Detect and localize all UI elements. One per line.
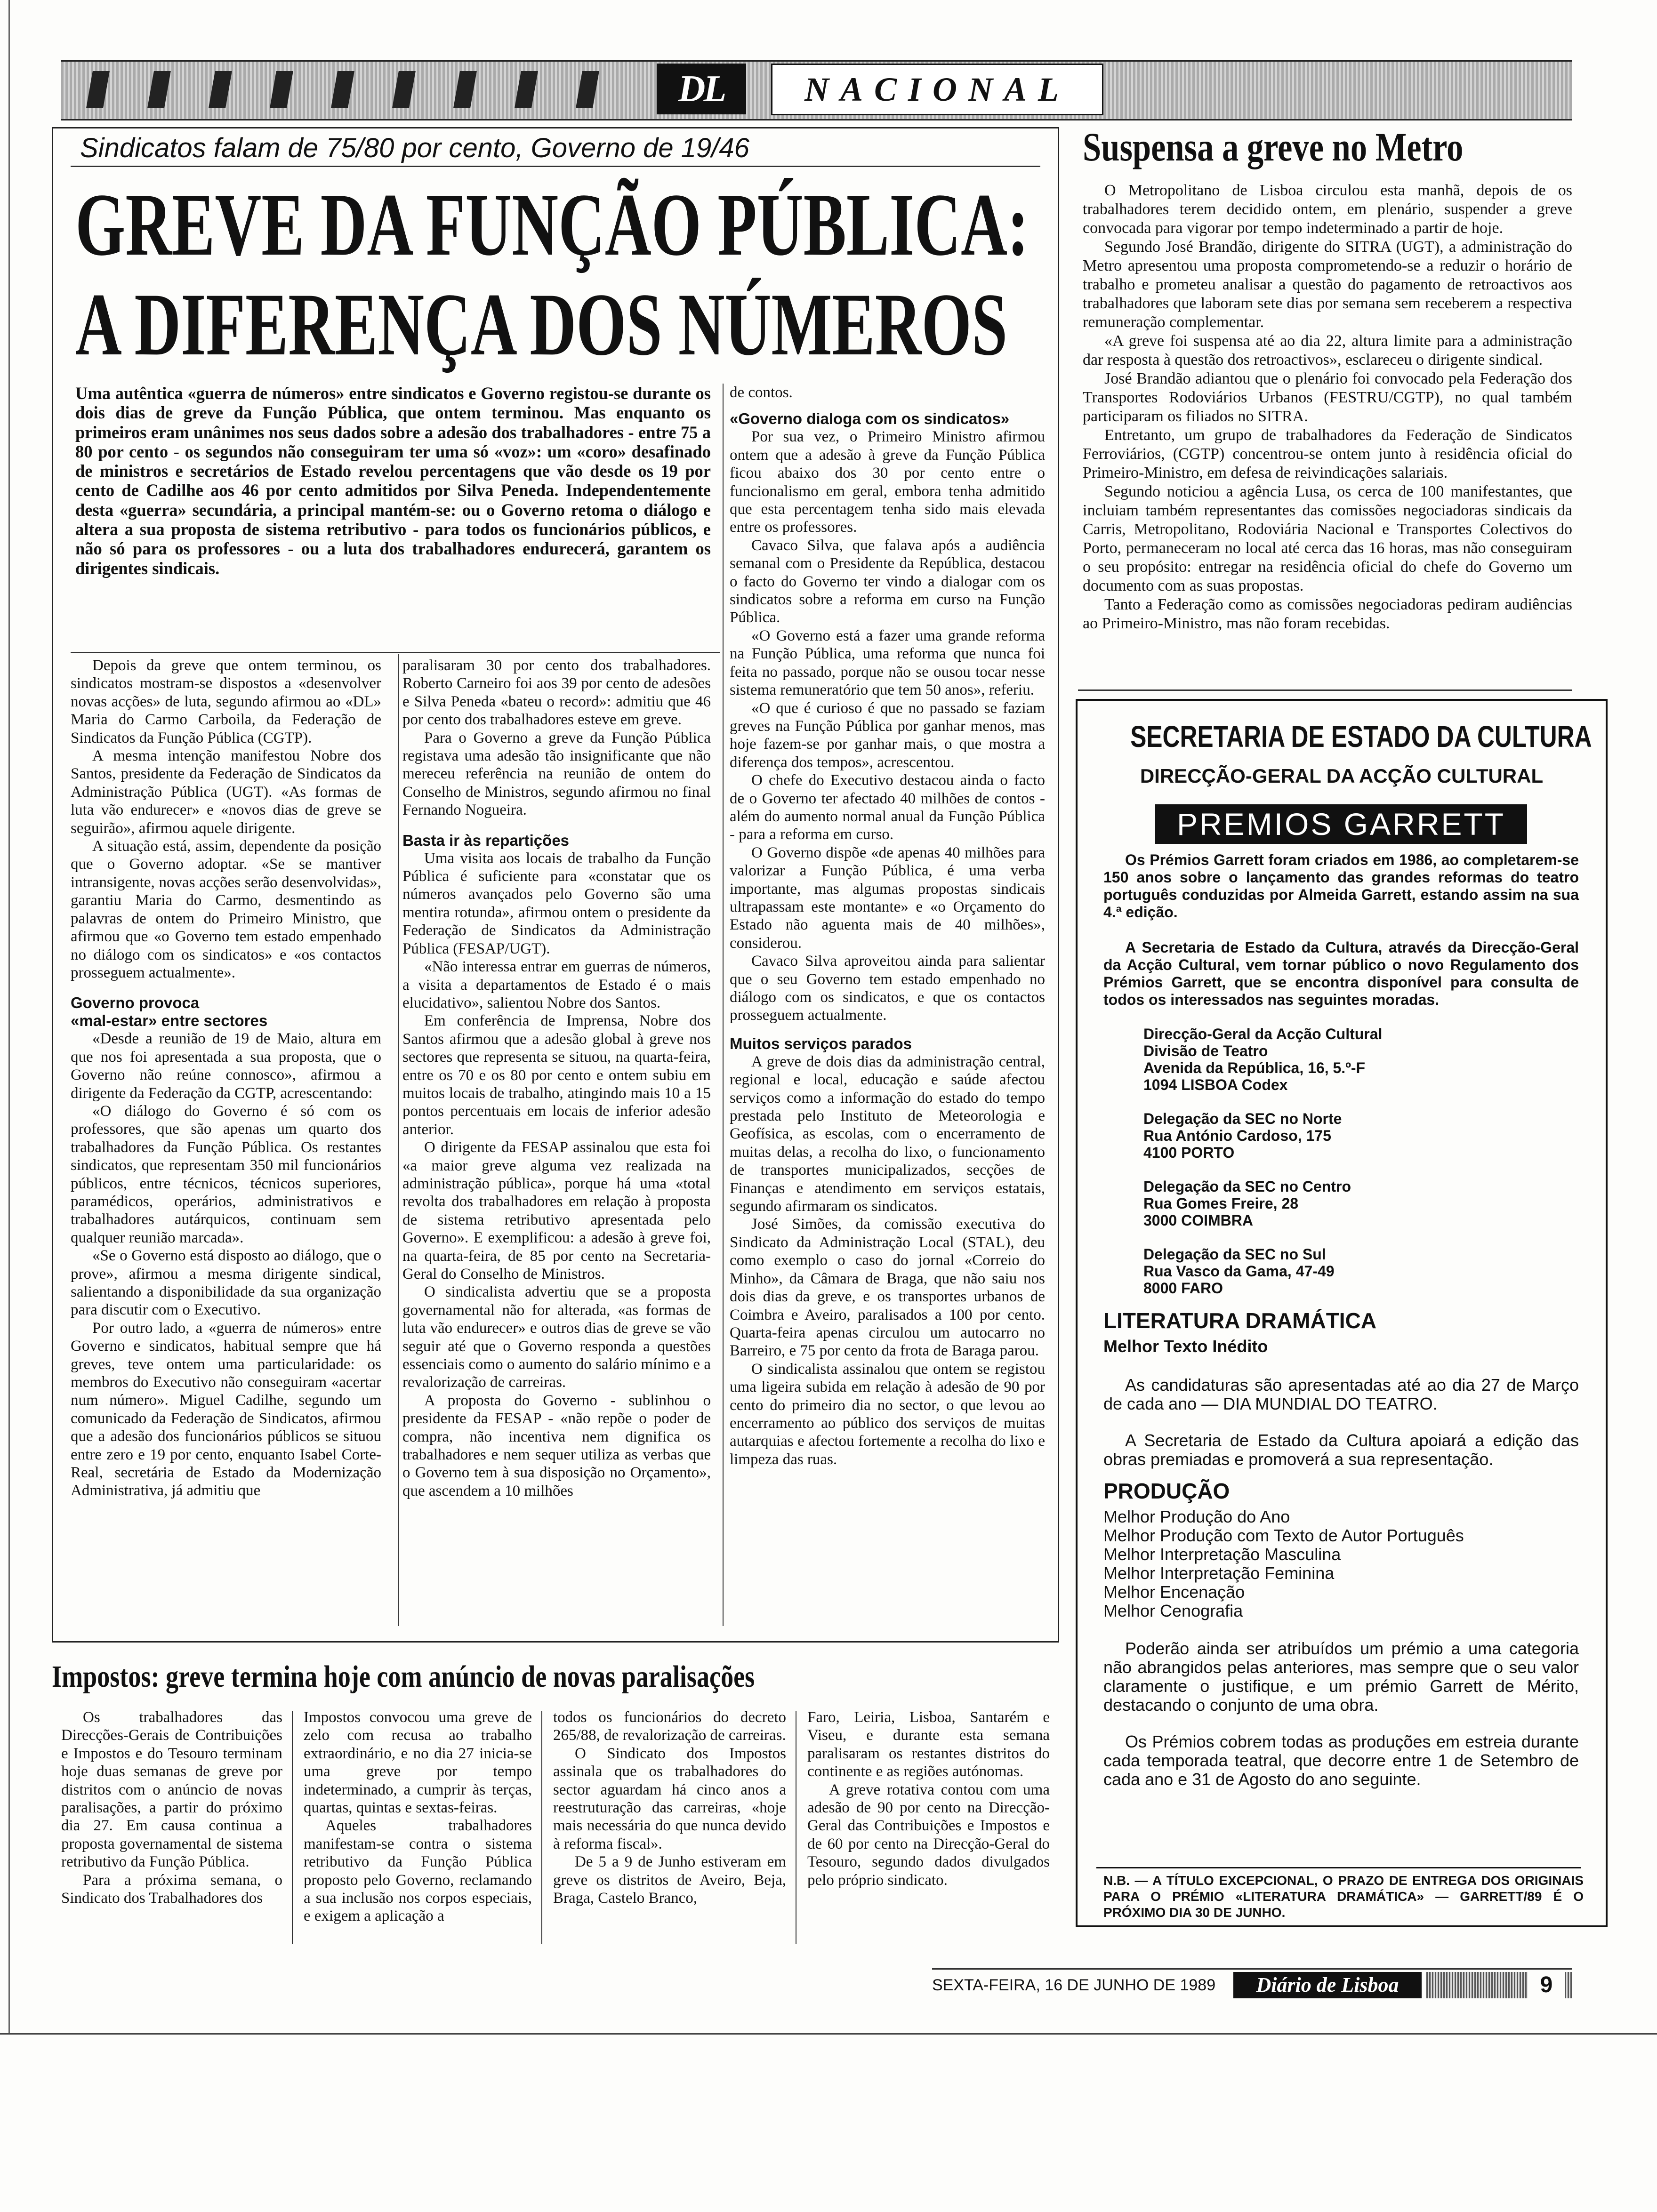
scan-edge-line [8,0,10,2033]
address-line: 4100 PORTO [1143,1144,1235,1161]
header-stripe [86,71,110,108]
paragraph: «O Governo está a fazer uma grande reforma na Função Pública, uma reforma que nunca foi feita no passado, porque não se ousou tocar nesse sistema remuneratório que tem 50 anos», referiu. [730,627,1045,699]
paragraph: «Se o Governo está disposto ao diálogo, que o prove», afirmou a mesma dirigente sindical, salientando a disponibilidade da sua organização para discutir com o Executivo. [71,1247,381,1319]
paragraph: A Secretaria de Estado da Cultura apoiará a edição das obras premiadas e promoverá a sua representação. [1103,1431,1579,1469]
ad-prod-list [1103,1507,1579,1620]
paragraph: A greve de dois dias da administração central, regional e local, educação e saúde afectou serviços como a informação do estado do tempo prestada pelo Instituto de Meteorologia e Geofísica, as escolas, com o encerramento de muitas delas, a recolha do lixo, o funcionamento de transportes municipalizados, secções de Finanças e atendimento em serviços estatais, segundo afirmaram os sindicatos. [730,1053,1045,1215]
scan-edge-line [0,2033,1657,2035]
paragraph: Depois da greve que ontem terminou, os sindicatos mostram-se dispostos a «desenvolver novas acções» de luta, segundo afirmou ao «DL» Maria do Carmo Carboila, da Federação de Sindicatos da Função Pública (CGTP). [71,657,381,746]
header-stripe [209,71,232,108]
address-faro [1143,1246,1579,1297]
ad-lit-sub: Melhor Texto Inédito [1103,1337,1268,1356]
paragraph: «O que é curioso é que no passado se faziam greves na Função Pública por ganhar menos, mas hoje fazem-se por ganhar mais, o que mostra a diferença dos tempos», acrescentou. [730,699,1045,771]
paragraph: Segundo noticiou a agência Lusa, os cerca de 100 manifestantes, que incluiam também representantes das comissões negociadoras sindicais da Carris, Metropolitano, Rodoviária Nacional e Transportes Colectivos do Porto, permaneceram no local até cerca das 16 horas, mas não conseguiram o seu propósito: entregar na residência oficial do chefe do Governo um documento com as suas propostas. [1083,483,1572,594]
header-stripe [576,71,599,108]
paragraph: A Secretaria de Estado da Cultura, através da Direcção-Geral da Acção Cultural, vem tornar público o novo Regulamento dos Prémios Garrett, que se encontra disponível para consulta de todos os interessados nas seguintes moradas. [1103,939,1579,1008]
paragraph: Faro, Leiria, Lisboa, Santarém e Viseu, e durante esta semana paralisaram os restantes distritos do continente e as regiões autónomas. [807,1709,1050,1780]
ad-banner: PREMIOS GARRETT [1155,804,1527,844]
address-porto [1143,1110,1579,1161]
address-line: Rua António Cardoso, 175 [1143,1127,1331,1144]
metro-rule [1078,689,1572,691]
ad-subtitle: DIRECÇÃO-GERAL DA ACÇÃO CULTURAL [1140,765,1544,787]
column-rule [398,654,399,1626]
address-line: Delegação da SEC no Sul [1143,1246,1326,1263]
impostos-col4 [807,1708,1050,1953]
header-stripe [392,71,416,108]
main-headline-line1: GREVE DA FUNÇÃO PÚBLICA: [75,176,1029,274]
paragraph: Por sua vez, o Primeiro Ministro afirmou ontem que a adesão à greve da Função Pública ficou abaixo dos 30 por cento entre o funcionalismo em geral, embora tenha admitido que esta percentagem tenha sido mais elevada entre os professores. [730,428,1045,536]
paragraph: Para o Governo a greve da Função Pública registava uma adesão tão insignificante que não mereceu referência na reunião de ontem do Conselho de Ministros, segundo afirmou no final Fernando Nogueira. [402,729,711,819]
list-item: Melhor Cenografia [1103,1601,1243,1620]
paragraph: Por outro lado, a «guerra de números» entre Governo e sindicatos, habitual sempre que há greves, teve ontem uma particularidade: os membros do Executivo não conseguiram «acertar num número». Miguel Cadilhe, segundo um comunicado da Federação de Sindicatos, afirmou que a adesão dos funcionários públicos se situou entre zero e 19 por cento, enquanto Isabel Corte-Real, secretária de Estado da Modernização Administrativa, já admitiu que [71,1319,381,1499]
column-rule [292,1711,293,1944]
section-title: NACIONAL [771,64,1103,115]
paragraph: paralisaram 30 por cento dos trabalhadores. Roberto Carneiro foi aos 39 por cento de adesões e Silva Peneda «bateu o record»: admitiu que 46 por cento dos trabalhadores esteve em greve. [402,657,711,729]
address-line: Delegação da SEC no Centro [1143,1178,1351,1195]
paragraph: Entretanto, um grupo de trabalhadores da Federação de Sindicatos Ferroviários, (CGTP) concentrou-se ontem junto à residência oficial do Primeiro-Ministro, em defesa de reivindicações salariais. [1083,426,1572,481]
address-lisboa [1143,1026,1579,1093]
kicker-rule [71,166,1040,167]
address-line: 8000 FARO [1143,1280,1223,1297]
paragraph: Os trabalhadores das Direcções-Gerais de Contribuições e Impostos e do Tesouro terminam hoje duas semanas de greve por distritos com o anúncio de novas paralisações, a partir do próximo dia 27. Em causa continua a proposta governamental de sistema retributivo da Função Pública. [61,1709,282,1871]
paragraph: Em conferência de Imprensa, Nobre dos Santos afirmou que a adesão global à greve nos sectores que representa se situou, na quarta-feira, entre os 70 e os 80 por cento e ontem subiu em muitos locais de trabalho, atingindo mais 10 a 15 pontos percentuais em locais de inferior adesão anterior. [402,1012,711,1138]
subheading: «Governo dialoga com os sindicatos» [730,410,1010,428]
header-stripe [331,71,354,108]
paragraph: José Brandão adiantou que o plenário foi convocado pela Federação dos Transportes Rodoviários Urbanos (FESTRU/CGTP), no qual também participaram os filiados no SITRA. [1083,370,1572,425]
paragraph: A mesma intenção manifestou Nobre dos Santos, presidente da Federação de Sindicatos da Administração Pública (UGT). «As formas de luta vão endurecer» e «novos dias de greve se seguirão», afirmou aquele dirigente. [71,747,381,837]
main-lead [75,384,711,647]
ad-lit-heading: LITERATURA DRAMÁTICA [1103,1308,1377,1333]
address-coimbra [1143,1178,1579,1229]
paragraph: O dirigente da FESAP assinalou que esta foi «a maior greve alguma vez realizada na administração pública», porque há uma «total revolta dos trabalhadores em relação à proposta de sistema retributivo apresentada pelo Governo». E exemplificou: a adesão à greve foi, na quarta-feira, de 85 por cento na Secretaria-Geral do Conselho de Ministros. [402,1139,711,1282]
paragraph: Impostos convocou uma greve de zelo com recusa ao trabalho extraordinário, e no dia 27 inicia-se uma greve por tempo indeterminado, a cumprir às terças, quartas, quintas e sextas-feiras. [304,1709,532,1817]
ad-prod-heading: PRODUÇÃO [1103,1479,1230,1503]
subheading: Muitos serviços parados [730,1034,912,1052]
paragraph: «A greve foi suspensa até ao dia 22, altura limite para a administração dar resposta à questão dos retroactivos», esclareceu o dirigente sindical. [1083,332,1572,369]
paragraph: Poderão ainda ser atribuídos um prémio a uma categoria não abrangidos pelas anteriores, mas sempre que o seu valor claramente o justifique, e um prémio Garrett de Mérito, destacando o conjunto de uma obra. [1103,1639,1579,1715]
address-line: 1094 LISBOA Codex [1143,1076,1288,1093]
address-line: Rua Gomes Freire, 28 [1143,1195,1299,1212]
paragraph: Tanto a Federação como as comissões negociadoras pediram audiências ao Primeiro-Ministro, mas não foram recebidas. [1083,596,1572,632]
main-kicker: Sindicatos falam de 75/80 por cento, Governo de 19/46 [80,133,749,163]
impostos-headline: Impostos: greve termina hoje com anúncio de novas paralisações [52,1659,755,1694]
paragraph: A greve rotativa contou com uma adesão de 90 por cento na Direcção-Geral das Contribuições e Impostos e de 60 por cento na Direcção-Geral do Tesouro, segundo dados divulgados pelo próprio sindicato. [807,1781,1050,1889]
paragraph: Cavaco Silva aproveitou ainda para salientar que o seu Governo tem estado empenhado no diálogo com os sindicatos, e que os contactos prosseguem actualmente. [730,953,1045,1024]
dl-logo: DL [657,64,746,114]
paragraph: De 5 a 9 de Junho estiveram em greve os distritos de Aveiro, Beja, Braga, Castelo Branco, [553,1853,786,1907]
paragraph: Para a próxima semana, o Sindicato dos Trabalhadores dos [61,1871,282,1907]
list-item: Melhor Produção do Ano [1103,1507,1290,1526]
ad-title: SECRETARIA DE ESTADO DA CULTURA [1130,720,1592,753]
ad-note: N.B. — A TÍTULO EXCEPCIONAL, O PRAZO DE ENTREGA DOS ORIGINAIS PARA O PRÉMIO «LITERATURA DRAMÁTICA» — GARRETT/89 É O PRÓXIMO DIA 30 DE JUNHO. [1103,1873,1584,1920]
paragraph: As candidaturas são apresentadas até ao dia 27 de Março de cada ano — DIA MUNDIAL DO TEATRO. [1103,1375,1579,1413]
paragraph: O chefe do Executivo destacou ainda o facto de o Governo ter afectado 40 milhões de contos - além do aumento normal anual da Função Pública - para a reforma em curso. [730,772,1045,843]
paragraph: José Simões, da comissão executiva do Sindicato da Administração Local (STAL), deu como exemplo o caso do jornal «Correio do Minho», da Câmara de Braga, que não saiu nos dois dias da greve, e os transportes urbanos de Coimbra e Aveiro, paralisados a 100 por cento. Quarta-feira apenas circulou um autocarro no Barreiro, e 75 por cento da frota de Baraga parou. [730,1216,1045,1360]
lead-rule [71,652,720,653]
impostos-col3 [553,1708,786,1953]
main-col1 [71,657,381,1631]
subheading: Governo provoca [71,994,200,1012]
main-col3 [730,384,1045,1631]
ad-body [1103,851,1579,1789]
paragraph: todos os funcionários do decreto 265/88, de revalorização de carreiras. [553,1709,786,1744]
footer-date: SEXTA-FEIRA, 16 DE JUNHO DE 1989 [932,1976,1216,1994]
page-number: 9 [1528,1972,1565,1998]
subheading: «mal-estar» entre sectores [71,1012,268,1030]
paragraph: «Desde a reunião de 19 de Maio, altura em que nos foi apresentada a sua proposta, que o Governo não reúne connosco», afirmou a dirigente da Federação da CGTP, acrescentando: [71,1030,381,1102]
footer-rule [932,1968,1572,1970]
address-line: Rua Vasco da Gama, 47-49 [1143,1263,1335,1280]
address-line: Direcção-Geral da Acção Cultural [1143,1026,1383,1042]
address-line: 3000 COIMBRA [1143,1212,1253,1229]
paragraph: O sindicalista assinalou que ontem se registou uma ligeira subida em relação à adesão de 90 por cento do primeiro dia no sector, o que levou ao encerramento ao público dos serviços de muitas autarquias e afectou fortemente a recolha do lixo e limpeza das ruas. [730,1360,1045,1468]
list-item: Melhor Interpretação Feminina [1103,1563,1335,1583]
ad-note-rule [1096,1867,1581,1868]
paragraph: Aqueles trabalhadores manifestam-se contra o sistema retributivo da Função Pública proposto pelo Governo, reclamando a sua inclusão nos corpos especiais, e exigem a aplicação a [304,1817,532,1925]
main-lead-text: Uma autêntica «guerra de números» entre sindicatos e Governo registou-se durante os dois dias de greve da Função Pública, que ontem terminou. Mas enquanto os primeiros eram unânimes nos seus dados sobre a adesão dos trabalhadores - entre 75 a 80 por cento - os segundos não conseguiram ter uma só «voz»: um «coro» desafinado de ministros e secretários de Estado revelou percentagens que vão desde os 19 por cento de Cadilhe aos 46 por cento admitidos por Silva Peneda. Independentemente desta «guerra» secundária, a principal mantém-se: ou o Governo retoma o diálogo e altera a sua proposta de sistema retributivo - para todos os funcionários públicos, e não só para os professores - ou a luta dos trabalhadores endurecerá, garantem os dirigentes sindicais. [75,384,711,578]
address-line: Divisão de Teatro [1143,1042,1268,1059]
paragraph: Cavaco Silva, que falava após a audiência semanal com o Presidente da República, destacou o facto do Governo ter vindo a dialogar com os sindicatos sobre a reforma em curso na Função Pública. [730,537,1045,626]
metro-body [1083,181,1572,689]
subheading: Basta ir às repartições [402,831,570,849]
paragraph: «O diálogo do Governo é só com os professores, que são apenas um quarto dos trabalhadores da Função Pública. Os restantes sindicatos, que representam 350 mil funcionários públicos, entre técnicos, técnicos superiores, paramédicos, operários, administrativos e trabalhadores autárquicos, continuam sem qualquer reunião marcada». [71,1102,381,1246]
header-stripe [270,71,293,108]
header-stripe [453,71,477,108]
paragraph: O sindicalista advertiu que se a proposta governamental não for alterada, «as formas de luta vão endurecer» e outros dias de greve se vão seguir até que o Governo responda a questões essenciais como o aumento do salário mínimo e a revalorização de carreiras. [402,1283,711,1391]
paragraph: Os Prémios Garrett foram criados em 1986, ao completarem-se 150 anos sobre o lançamento das grandes reformas do teatro português conduzidas por Almeida Garrett, estando assim na sua 4.ª edição. [1103,851,1579,921]
impostos-col2 [304,1708,532,1953]
list-item: Melhor Interpretação Masculina [1103,1545,1341,1564]
paragraph: Os Prémios cobrem todas as produções em estreia durante cada temporada teatral, que decorre entre 1 de Setembro de cada ano e 31 de Agosto do ano seguinte. [1103,1732,1579,1789]
paragraph: de contos. [730,384,793,401]
header-stripe [147,71,171,108]
column-rule [723,384,724,1626]
paragraph: O Metropolitano de Lisboa circulou esta manhã, depois de os trabalhadores terem decidido ontem, em plenário, suspender a greve convocada para vigorar por tempo indeterminado a partir de hoje. [1083,182,1572,237]
paragraph: A situação está, assim, dependente da posição que o Governo adoptar. «Se se mantiver intransigente, novas acções serão desenvolvidas», garantiu Maria do Carmo, desmentindo as palavras de ontem do Primeiro Ministro, que afirmou que «o Governo tem estado empenhado no diálogo com os sindicatos» e «os contactos prosseguem actualmente». [71,838,381,981]
impostos-col1 [61,1708,282,1953]
list-item: Melhor Encenação [1103,1582,1245,1602]
footer-paper-logo: Diário de Lisboa [1233,1972,1422,1998]
main-col2 [402,657,711,1631]
paragraph: Segundo José Brandão, dirigente do SITRA (UGT), a administração do Metro apresentou uma proposta comprometendo-se a reduzir o horário de trabalho e prometeu analisar a questão do pagamento de retroactivos aos trabalhadores que laboram sete dias por semana sem receberem a respectiva remuneração complementar. [1083,238,1572,331]
column-rule [541,1711,542,1944]
address-line: Delegação da SEC no Norte [1143,1110,1342,1127]
main-headline-line2: A DIFERENÇA DOS NÚMEROS [75,275,1008,374]
list-item: Melhor Produção com Texto de Autor Português [1103,1526,1464,1545]
paragraph: «Não interessa entrar em guerras de números, a visita a departamentos de Estado é o mais elucidativo», salientou Nobre dos Santos. [402,958,711,1011]
address-line: Avenida da República, 16, 5.º-F [1143,1059,1366,1076]
paragraph: A proposta do Governo - sublinhou o presidente da FESAP - «não repõe o poder de compra, não incentiva nem dignifica os trabalhadores e nem sequer utiliza as verbas que o Governo tem à sua disposição no Orçamento», que ascendem a 10 milhões [402,1392,711,1499]
premios-garrett-ad [1076,699,1608,1927]
paragraph: Uma visita aos locais de trabalho da Função Pública é suficiente para «constatar que os números avançados pelo Governo são uma mentira rotunda», afirmou ontem o presidente da Federação de Sindicatos da Administração Pública (FESAP/UGT). [402,850,711,957]
header-stripe [515,71,538,108]
section-header-band [61,60,1572,120]
paragraph: O Sindicato dos Impostos assinala que os trabalhadores do sector aguardam há cinco anos a reestruturação das carreiras, «hoje mais necessária do que nunca devido à reforma fiscal». [553,1745,786,1852]
metro-headline: Suspensa a greve no Metro [1083,124,1464,169]
paragraph: O Governo dispõe «de apenas 40 milhões para valorizar a Função Pública, é uma verba importante, mas algumas propostas sindicais ultrapassam este montante» e «o Orçamento do Estado não aguenta mais de 40 milhões», considerou. [730,844,1045,952]
